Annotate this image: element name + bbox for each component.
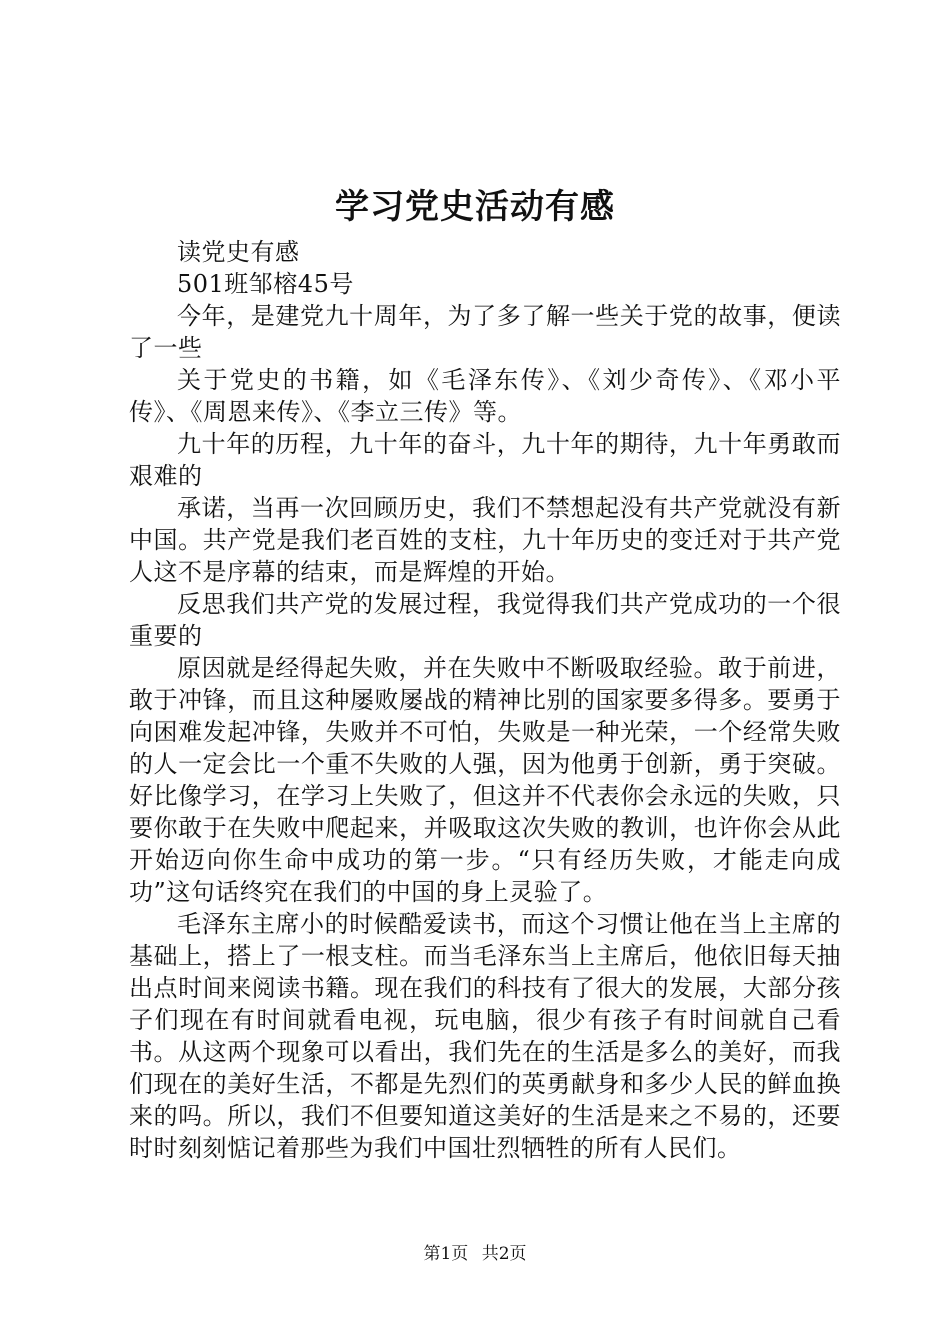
- page-total: 共2页: [481, 1244, 527, 1264]
- paragraph: 毛泽东主席小的时候酷爱读书，而这个习惯让他在当上主席的基础上，搭上了一根支柱。而当毛泽东当上主席后，他依旧每天抽出点时间来阅读书籍。现在我们的科技有了很大的发展，大部分孩子们现在有时间就看电视，玩电脑，很少有孩子有时间就自己看书。从这两个现象可以看出，我们先在的生活是多么的美好，而我们现在的美好生活，不都是先烈们的英勇献身和多少人民的鲜血换来的吗。所以，我们不但要知道这美好的生活是来之不易的，还要时时刻刻惦记着那些为我们中国壮烈牺牲的所有人民们。: [129, 910, 841, 1162]
- paragraph: 关于党史的书籍，如《毛泽东传》、《刘少奇传》、《邓小平传》、《周恩来传》、《李立三传》等。: [129, 366, 841, 426]
- page-number: 第1页: [423, 1244, 469, 1264]
- paragraph: 反思我们共产党的发展过程，我觉得我们共产党成功的一个很重要的: [129, 590, 841, 650]
- paragraph: 原因就是经得起失败，并在失败中不断吸取经验。敢于前进，敢于冲锋，而且这种屡败屡战的精神比别的国家要多得多。要勇于向困难发起冲锋，失败并不可怕，失败是一种光荣，一个经常失败的人一定会比一个重不失败的人强，因为他勇于创新，勇于突破。好比像学习，在学习上失败了，但这并不代表你会永远的失败，只要你敢于在失败中爬起来，并吸取这次失败的教训，也许你会从此开始迈向你生命中成功的第一步。“只有经历失败，才能走向成功”这句话终究在我们的中国的身上灵验了。: [129, 654, 841, 906]
- paragraph: 承诺，当再一次回顾历史，我们不禁想起没有共产党就没有新中国。共产党是我们老百姓的支柱，九十年历史的变迁对于共产党人这不是序幕的结束，而是辉煌的开始。: [129, 494, 841, 586]
- paragraph: 九十年的历程，九十年的奋斗，九十年的期待，九十年勇敢而艰难的: [129, 430, 841, 490]
- document-title: 学习党史活动有感: [335, 187, 615, 227]
- document-body: [129, 236, 841, 1164]
- paragraph: 501班邹榕45号: [177, 270, 354, 298]
- page-footer: [0, 1242, 950, 1266]
- paragraph: 读党史有感: [177, 238, 300, 266]
- paragraph: 今年，是建党九十周年，为了多了解一些关于党的故事，便读了一些: [129, 302, 841, 362]
